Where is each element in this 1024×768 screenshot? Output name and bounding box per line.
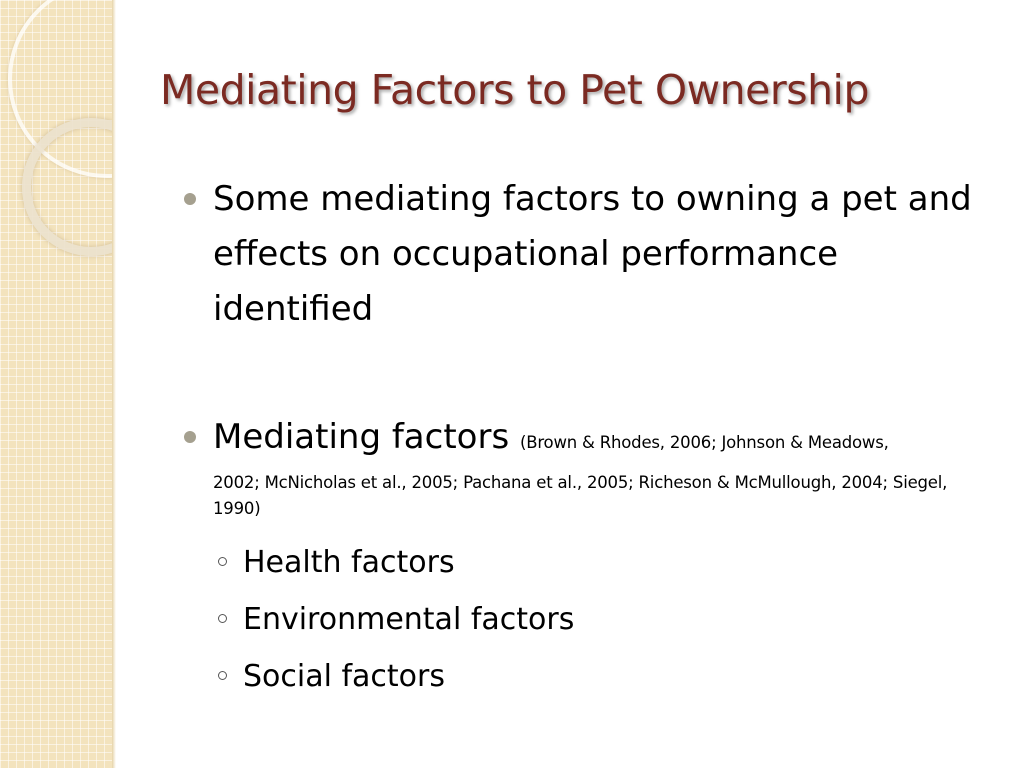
- bullet-text: Some mediating factors to owning a pet and effects on occupational performance identified: [213, 179, 972, 329]
- slide-body: [176, 172, 976, 705]
- sub-bullet-item: [213, 591, 976, 648]
- bullet-text: Mediating factors: [213, 417, 510, 457]
- sub-bullet-item: [213, 648, 976, 705]
- sub-bullet-text: Health factors: [243, 545, 455, 580]
- bullet-heading-line: [213, 410, 976, 470]
- bullet-item: [176, 172, 976, 337]
- sub-bullet-text: Social factors: [243, 659, 446, 694]
- bullet-dot-icon: [184, 193, 196, 205]
- citation-start: (Brown & Rhodes, 2006; Johnson & Meadows,: [519, 433, 889, 452]
- hollow-circle-bullet-icon: [218, 614, 227, 623]
- sub-bullet-item: [213, 534, 976, 591]
- hollow-circle-bullet-icon: [218, 557, 227, 566]
- citation-rest: 2002; McNicholas et al., 2005; Pachana et al., 2005; Richeson & McMullough, 2004; Siegel, 1990): [213, 473, 948, 518]
- sub-bullet-text: Environmental factors: [243, 602, 575, 637]
- sub-bullet-list: [176, 534, 976, 705]
- slide-title: Mediating Factors to Pet Ownership: [160, 66, 869, 114]
- band-edge-divider: [112, 0, 116, 768]
- bullet-dot-icon: [184, 431, 196, 443]
- hollow-circle-bullet-icon: [218, 671, 227, 680]
- decorative-side-band: [0, 0, 112, 768]
- bullet-item: [176, 410, 976, 522]
